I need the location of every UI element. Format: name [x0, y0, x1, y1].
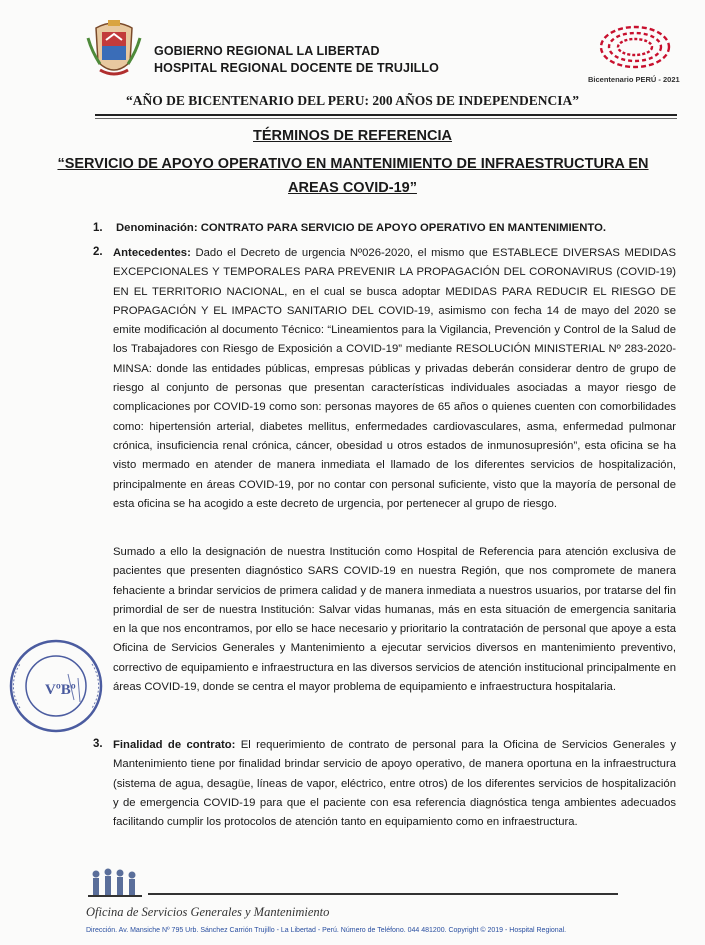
regional-crest-icon [86, 18, 142, 80]
header-rule-thin [95, 118, 677, 119]
svg-text:VºBº: VºBº [45, 682, 76, 698]
org-line-1: GOBIERNO REGIONAL LA LIBERTAD [154, 44, 380, 58]
item-3-text: El requerimiento de contrato de personal para la Oficina de Servicios Generales y Mantenimiento tiene por finalidad brindar servicio de apoyo operativo, de manera oportuna en la infraestructura (sistema de agua, desagüe, líneas de vapor, eléctrico, entre otros) de los diferentes servicios de hospitalización y de emergencia COVID-19 para que el paciente con esa referencia diagnóstica tenga ambientes adecuados facilitando cumplir los protocolos de atención tanto en equipamiento como en infraestructura. [113, 739, 676, 829]
item-2-label: Antecedentes: [113, 247, 191, 259]
footer-rule [148, 893, 618, 895]
item-1-text: CONTRATO PARA SERVICIO DE APOYO OPERATIVO EN MANTENIMIENTO. [200, 222, 606, 234]
item-2-antecedentes [113, 244, 676, 514]
item-2-text-continued: Sumado a ello la designación de nuestra Institución como Hospital de Referencia para atención exclusiva de pacientes que presenten diagnóstico SARS COVID-19 en nuestra Región, que nos compromete de manera fehaciente a brindar servicios de primera calidad y de manera inmediata a nuestros usuarios, por tratarse del fin primordial de ser de nuestra Institución: Salvar vidas humanas, más en esta situación de emergencia sanitaria en la que nos encontramos, por ello se hace necesario y prioritario la contratación de personal que apoye a esta Oficina de Servicios Generales y Mantenimiento a ejecutar servicios diversos en mantenimiento preventivo, correctivo de equipamiento e infraestructura en las diversos servicios de atención institucional principalmente en áreas COVID-19, donde se centra el mayor problema de equipamiento e infraestructura hospitalaria. [113, 546, 676, 694]
item-3-finalidad [113, 736, 676, 832]
item-1-label: Denominación: [116, 222, 198, 234]
item-number-3: 3. [93, 738, 103, 750]
document-title: TÉRMINOS DE REFERENCIA [253, 128, 452, 144]
header-rule [95, 114, 677, 116]
item-number-1: 1. [93, 222, 103, 234]
footer-office-name: Oficina de Servicios Generales y Mantenimiento [86, 905, 330, 919]
item-2-antecedentes-cont [113, 543, 676, 697]
item-number-2: 2. [93, 246, 103, 258]
bicentenario-logo-icon [596, 22, 674, 72]
approval-stamp-icon [8, 638, 104, 734]
item-3-label: Finalidad de contrato: [113, 739, 236, 751]
hospital-logo-icon [86, 868, 144, 898]
year-banner: “AÑO DE BICENTENARIO DEL PERU: 200 AÑOS DE INDEPENDENCIA” [125, 93, 580, 108]
bicentenario-label: Bicentenario PERÚ - 2021 [588, 75, 680, 84]
footer-address: Dirección. Av. Mansiche Nº 795 Urb. Sánchez Carrión Trujillo - La Libertad - Perú. Número de Teléfono. 044 481200. Copyright © 2019 - Hospital Regional. [86, 927, 567, 934]
letterhead [0, 0, 705, 90]
document-subtitle-line-1: “SERVICIO DE APOYO OPERATIVO EN MANTENIMIENTO DE INFRAESTRUCTURA EN [57, 156, 649, 172]
item-2-text: Dado el Decreto de urgencia Nº026-2020, el mismo que ESTABLECE DIVERSAS MEDIDAS EXCEPCIONALES Y TEMPORALES PARA PREVENIR LA PROPAGACIÓN DEL CORONAVIRUS (COVID-19) EN EL TERRITORIO NACIONAL, en el cual se busca adoptar MEDIDAS PARA REDUCIR EL RIESGO DE PROPAGACIÓN Y EL IMPACTO SANITARIO DEL COVID-19, asimismo con fecha 14 de mayo del 2020 se emite modificación al documento Técnico: “Lineamientos para la Vigilancia, Prevención y Control de la Salud de los Trabajadores con Riesgo de Exposición a COVID-19” mediante RESOLUCIÓN MINISTERIAL Nº 283-2020-MINSA: donde las entidades públicas, empresas públicas y privadas deberán considerar dentro de grupo de riesgo al conjunto de personas que presentan características individuales asociadas a mayor riesgo de complicaciones por COVID-19 como son: personas mayores de 65 años o quienes cuenten con comorbilidades como: hipertensión arterial, diabetes mellitus, enfermedades cardiovasculares, asma, enfermedad pulmonar crónica, insuficiencia renal crónica, cáncer, obesidad u otros estados de inmunosupresión”, esta oficina se ha visto mermado en atender de manera inmediata el llamado de los diferentes servicios de hospitalización, principalmente en áreas COVID-19, por no contar con personal suficiente, visto que la mayoría de personal de esta oficina se ha acogido a este decreto de urgencia, por pertenecer al grupo de riesgo. [113, 247, 677, 510]
item-1-denominacion [116, 222, 606, 234]
document-subtitle-line-2: AREAS COVID-19” [288, 180, 417, 196]
org-line-2: HOSPITAL REGIONAL DOCENTE DE TRUJILLO [154, 61, 439, 75]
